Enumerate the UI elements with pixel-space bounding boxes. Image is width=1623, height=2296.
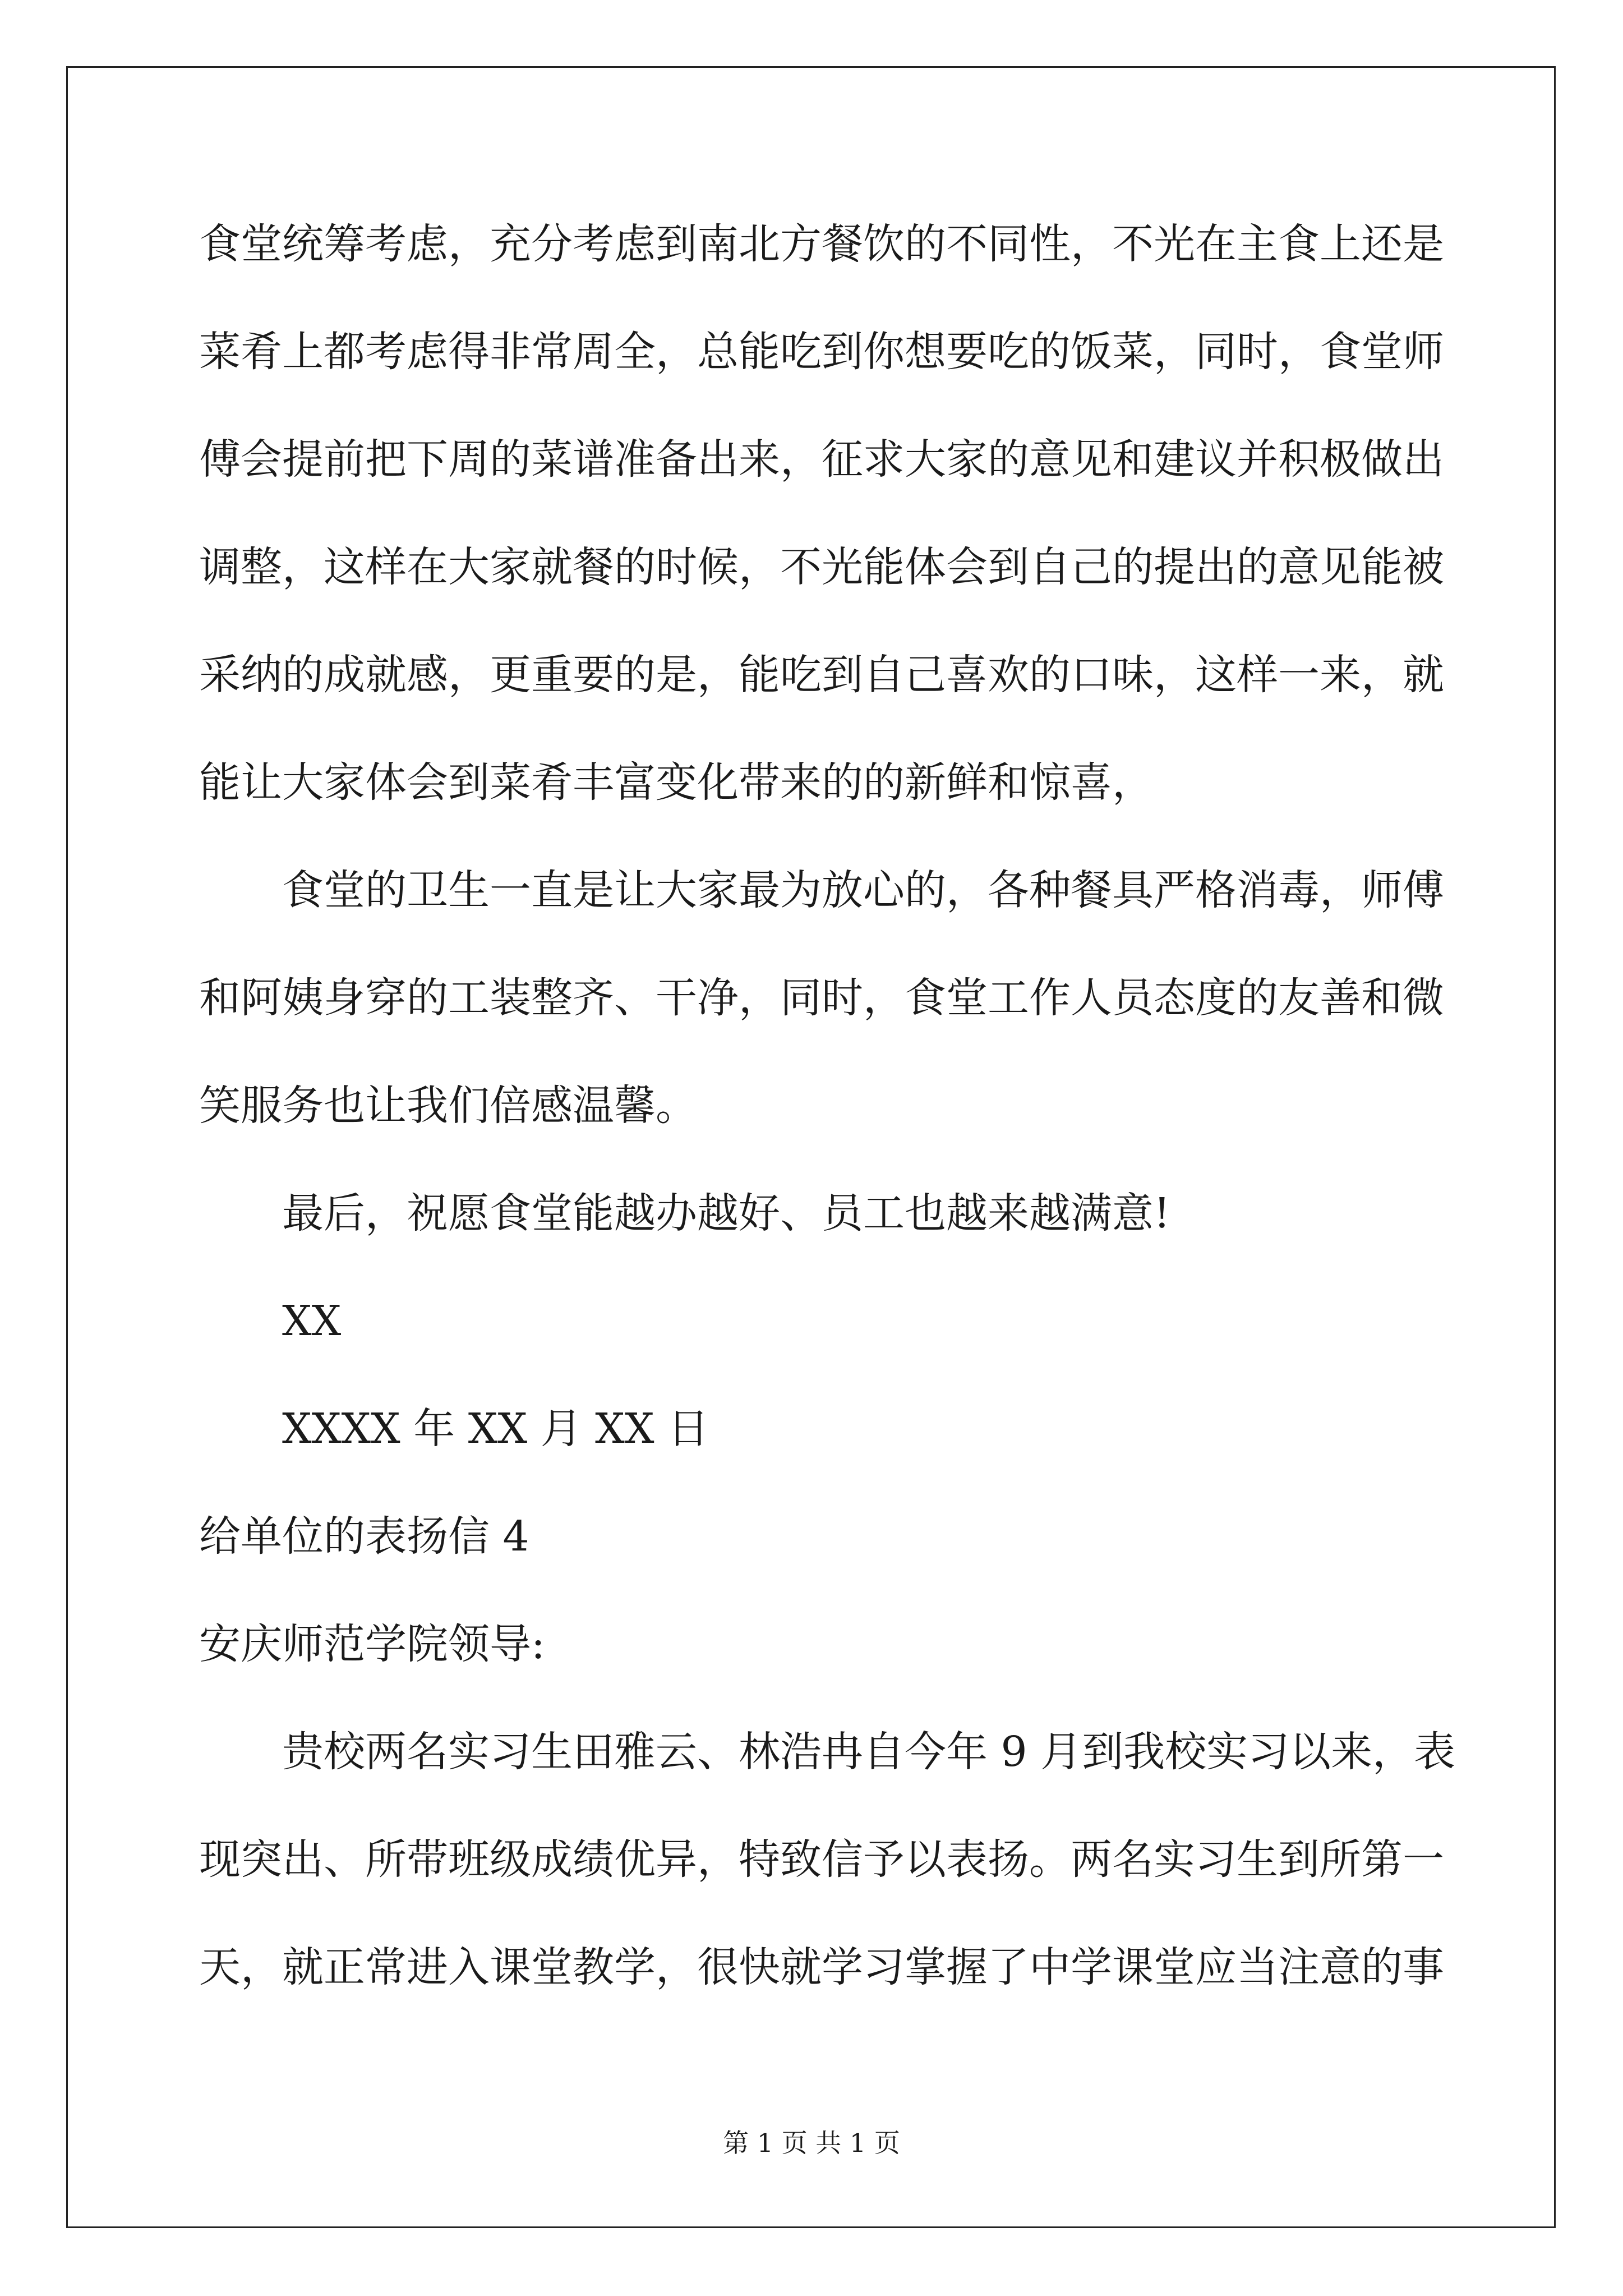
- text-line: 菜肴上都考虑得非常周全，总能吃到你想要吃的饭菜，同时，食堂师: [199, 328, 1444, 376]
- closing-wish: 最后，祝愿食堂能越办越好、员工也越来越满意!: [282, 1189, 1170, 1237]
- text-line: 傅会提前把下周的菜谱准备出来，征求大家的意见和建议并积极做出: [199, 435, 1444, 484]
- signature-name: XX: [282, 1297, 342, 1345]
- salutation: 安庆师范学院领导:: [199, 1620, 545, 1668]
- text-line: 食堂统筹考虑，充分考虑到南北方餐饮的不同性，不光在主食上还是: [199, 220, 1444, 268]
- text-line: 采纳的成就感，更重要的是，能吃到自己喜欢的口味，这样一来，就: [199, 651, 1444, 699]
- page-border: [66, 66, 1556, 2228]
- text-line: 能让大家体会到菜肴丰富变化带来的的新鲜和惊喜，: [199, 758, 1154, 807]
- text-line: 调整，这样在大家就餐的时候，不光能体会到自己的提出的意见能被: [199, 543, 1444, 591]
- paragraph-start-line: 贵校两名实习生田雅云、林浩冉自今年 9 月到我校实习以来，表: [282, 1728, 1456, 1776]
- text-line: 笑服务也让我们倍感温馨。: [199, 1082, 697, 1130]
- paragraph-start-line: 食堂的卫生一直是让大家最为放心的，各种餐具严格消毒，师傅: [282, 866, 1444, 914]
- page-footer: 第 1 页 共 1 页: [723, 2128, 900, 2158]
- text-line: 和阿姨身穿的工装整齐、干净，同时，食堂工作人员态度的友善和微: [199, 974, 1444, 1022]
- section-heading: 给单位的表扬信 4: [199, 1512, 529, 1561]
- text-line: 天，就正常进入课堂教学，很快就学习掌握了中学课堂应当注意的事: [199, 1943, 1444, 1991]
- signature-date: XXXX 年 XX 月 XX 日: [282, 1405, 709, 1453]
- text-line: 现突出、所带班级成绩优异，特致信予以表扬。两名实习生到所第一: [199, 1835, 1444, 1884]
